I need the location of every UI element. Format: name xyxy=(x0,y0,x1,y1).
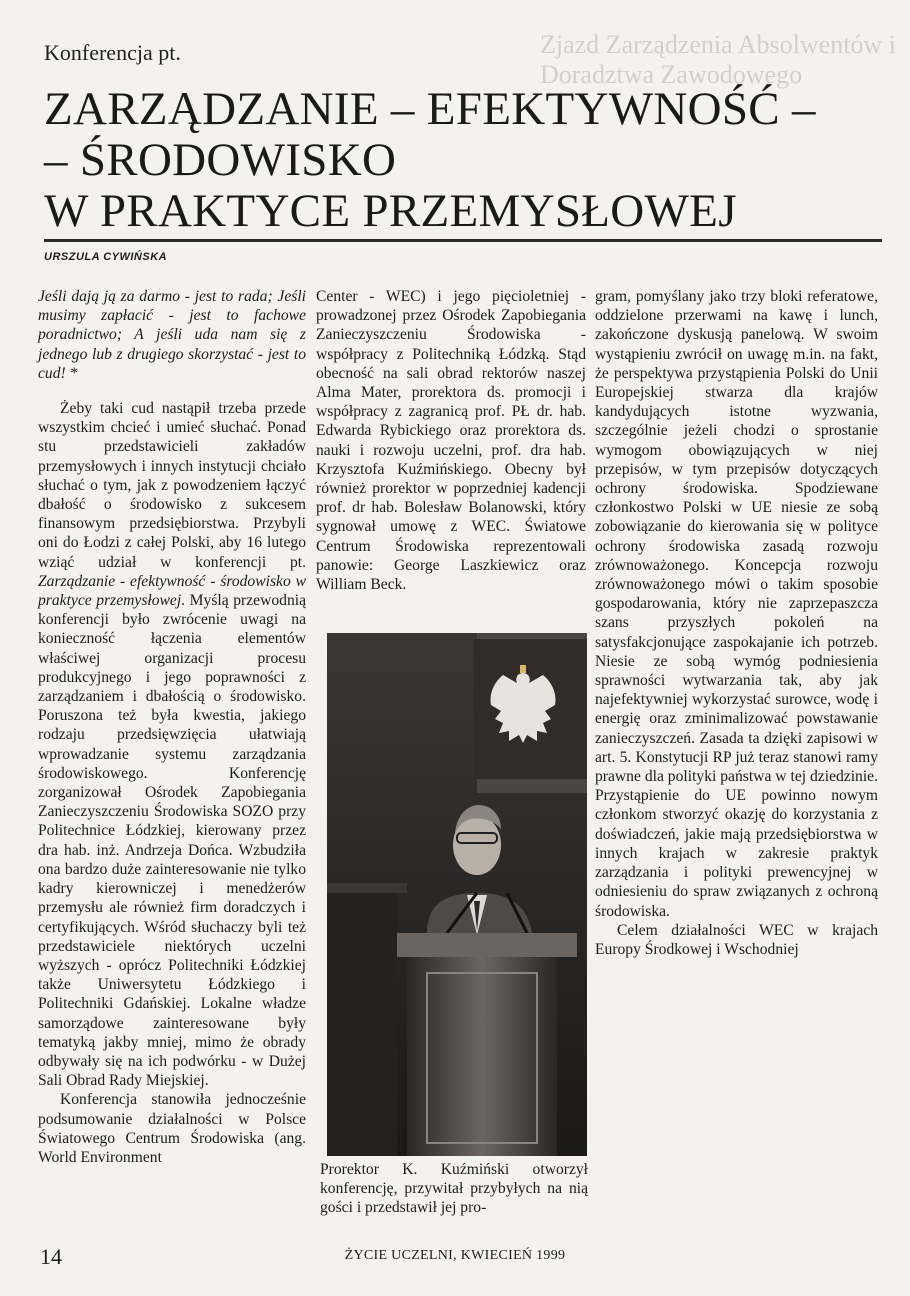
column-1 xyxy=(38,287,306,1167)
paragraph xyxy=(38,399,306,1090)
title-line-2: – ŚRODOWISKO xyxy=(44,134,397,186)
paragraph: Center - WEC) i jego pięcioletniej - prowadzonej przez Ośrodek Zapobiegania Zanieczyszczeniu Środowiska - współpracy z Politechniką Łódzką. Stąd obecność na sali obrad rektorów naszej Alma Mater, prorektora ds. promocji i współpracy z zagranicą prof. PŁ dr. hab. Edwarda Rybickiego oraz prorektora ds. nauki i rozwoju uczelni, prof. dra hab. Krzysztofa Kuźmińskiego. Obecny był również prorektor w poprzedniej kadencji prof. dr hab. Bolesław Bolanowski, który sygnował umowę z WEC. Światowe Centrum Środowiska reprezentowali panowie: George Laszkiewicz oraz William Beck. xyxy=(316,288,586,594)
title-rule xyxy=(44,239,882,242)
column-2 xyxy=(316,287,586,594)
paragraph-text: . Myślą przewodnią konferencji było zwrócenie uwagi na konieczność łączenia elementów właściwej organizacji procesu produkcyjnego i jego poprawności z zarządzaniem i dbałością o środowisko. Poruszona też była kwestia, jakiego rodzaju przedsięwzięcia ułatwiają wprowadzanie systemu zarządzania środowiskowego. Konferencję zorganizował Ośrodek Zapobiegania Zanieczyszczeniu Środowiska SOZO przy Politechnice Łódzkiej, kierowany przez dra hab. inż. Andrzeja Dońca. Wzbudziła ona bardzo duże zainteresowanie nie tylko kadry kierowniczej i menedżerów przemysłu ale również firm doradczych i certyfikujących. Wśród słuchaczy byli też przedstawiciele niektórych uczelni wyższych - oprócz Politechniki Łódzkiej także Uniwersytetu Łódzkiego i Politechniki Gdańskiej. Lokalne władze samorządowe zainteresowane były tematyką jakby mniej, mimo że obrady odbywały się na ich podwórku - w Dużej Sali Obrad Rady Miejskiej. xyxy=(38,592,306,1090)
article-title xyxy=(44,84,884,237)
photo-speaker-at-podium xyxy=(327,633,587,1156)
title-line-1: ZARZĄDZANIE – EFEKTYWNOŚĆ – xyxy=(44,83,816,135)
paragraph-text: Żeby taki cud nastąpił trzeba przede wszystkim chcieć i umieć słuchać. Ponad stu przedstawicieli zakładów przemysłowych i innych instytucji chciało słuchać o tym, jak z powodzeniem łączyć dbałość o środowisko z sukcesem finansowym przedsiębiorstwa. Przybyli oni do Łodzi z całej Polski, aby 16 lutego wziąć udział w konferencji pt. xyxy=(38,400,306,571)
paragraph: Konferencja stanowiła jednocześnie podsumowanie działalności w Polsce Światowego Centrum Środowiska (ang. World Environment xyxy=(38,1091,306,1166)
kicker: Konferencja pt. xyxy=(44,40,181,65)
title-line-3: W PRAKTYCE PRZEMYSŁOWEJ xyxy=(44,185,737,237)
page-number: 14 xyxy=(40,1244,62,1269)
masthead: ŻYCIE UCZELNI, KWIECIEŃ 1999 xyxy=(344,1248,566,1263)
epigraph: Jeśli dają ją za darmo - jest to rada; Jeśli musimy zapłacić - jest to fachowe poradnictwo; A jeśli uda nam się z jednego lub z drugiego skorzystać - jest to cud! * xyxy=(38,288,306,382)
conference-title-italic: Zarządzanie - efektywność - środowisko w praktyce przemysłowej xyxy=(38,572,306,610)
photo-caption: Prorektor K. Kuźmiński otworzył konferencję, przywitał przybyłych na nią gości i przedstawił jej pro- xyxy=(320,1161,588,1217)
paragraph: gram, pomyślany jako trzy bloki referatowe, oddzielone przerwami na kawę i lunch, zakończone dyskusją panelową. W swoim wystąpieniu zwrócił on uwagę m.in. na fakt, że perspektywa przystąpienia Polski do Unii Europejskiej stwarza dla krajów kandydujących istotne wyzwania, szczególnie jeżeli chodzi o sprostanie wymogom obowiązujących w niej przepisów, w tym przepisów dotyczących ochrony środowiska. Spodziewane członkostwo Polski w UE niesie ze sobą zobowiązanie do kierowania się w polityce ochrony środowiska zasadą rozwoju zrównoważonego. Koncepcja rozwoju zrównoważonego mówi o takim sposobie gospodarowania, który nie zaprzepaszcza szans przyszłych pokoleń na satysfakcjonujące zaspokajanie ich potrzeb. Niesie ze sobą wymóg podniesienia sprawności wytwarzania tak, aby jak najefektywniej wykorzystać surowce, wodę i energię oraz zminimalizować powstawanie zanieczyszczeń. Zasada ta dzięki zapisowi w art. 5. Konstytucji RP już teraz stanowi ramy prawne dla polityki państwa w tej dziedzinie. Przystąpienie do UE powinno nowym członkom stworzyć okazję do korzystania z doświadczeń, jakie mają przedsiębiorstwa w innych krajach w zakresie praktyk zarządzania i polityki prewencyjnej w odniesieniu do spraw związanych z ochroną środowiska. xyxy=(595,288,878,920)
column-3 xyxy=(595,287,878,959)
bleed-through-text: Zjazd Zarządzenia Absolwentów i Doradztwa Zawodowego xyxy=(540,30,896,89)
author-byline: URSZULA CYWIŃSKA xyxy=(44,251,168,263)
paragraph: Celem działalności WEC w krajach Europy Środkowej i Wschodniej xyxy=(595,921,878,958)
